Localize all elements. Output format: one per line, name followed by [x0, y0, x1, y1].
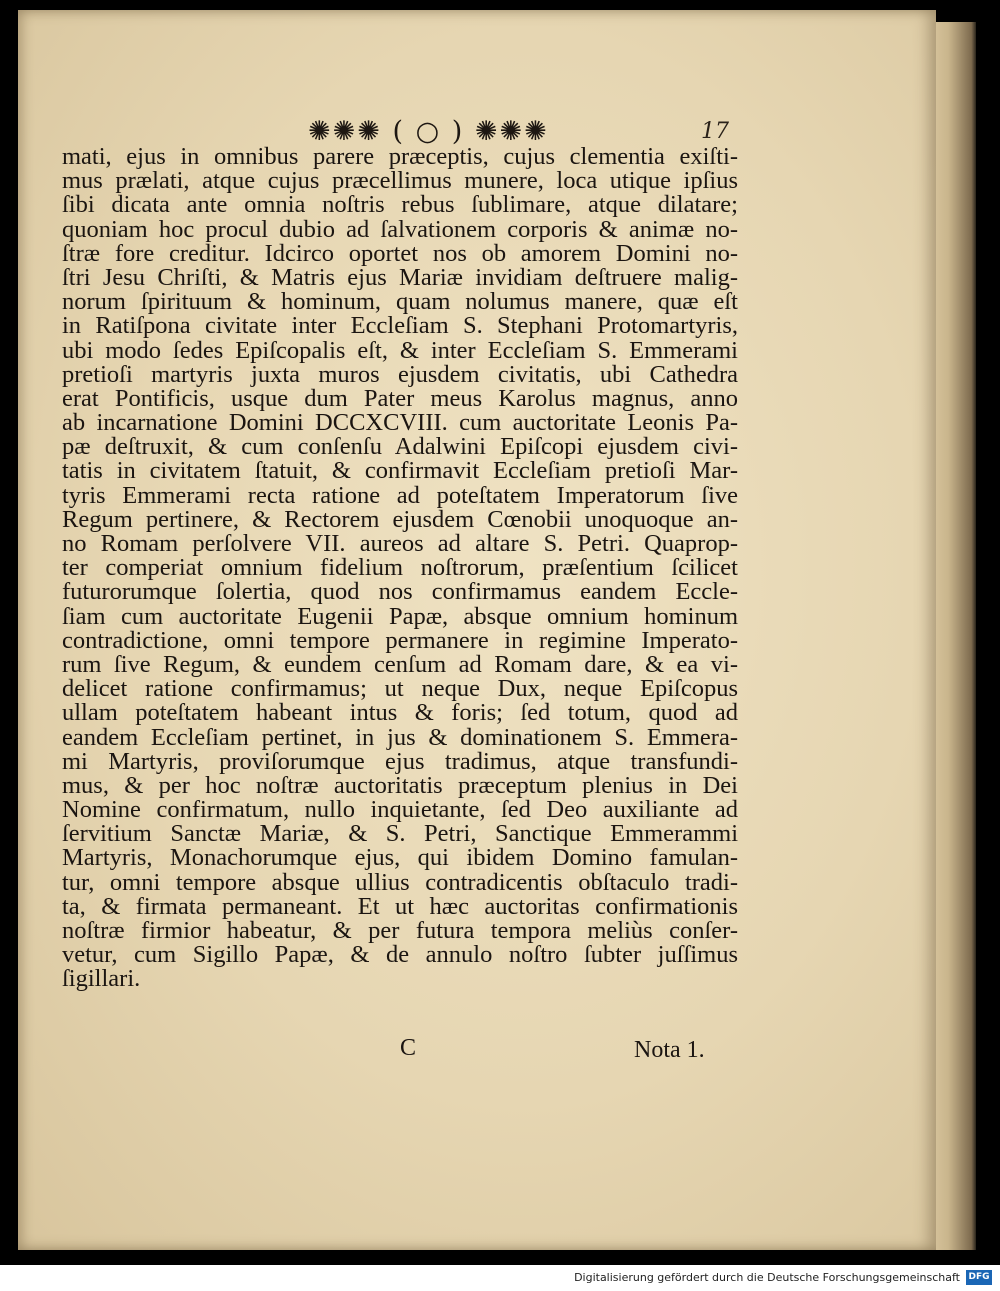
body-text	[62, 145, 738, 992]
text-line: ſtri Jesu Chriſti, & Matris ejus Mariæ invidiam deſtruere malig-	[62, 263, 738, 291]
text-line: ſtræ fore creditur. Idcirco oportet nos ob amorem Domini no-	[62, 239, 738, 267]
header-ornament: ✺✺✺ ( ○ ) ✺✺✺	[308, 116, 549, 147]
text-line: quoniam hoc procul dubio ad ſalvationem corporis & animæ no-	[62, 215, 738, 243]
text-line: norum ſpirituum & hominum, quam nolumus manere, quæ eſt	[62, 288, 738, 316]
text-line: eandem Eccleſiam pertinet, in jus & dominationem S. Emmera-	[62, 723, 738, 751]
text-line: futurorumque ſolertia, quod nos confirmamus eandem Eccle-	[62, 578, 738, 606]
text-line: mus prælati, atque cujus præcellimus munere, loca utique ipſius	[62, 167, 738, 195]
text-line: pæ deſtruxit, & cum conſenſu Adalwini Epiſcopi ejusdem civi-	[62, 433, 738, 461]
text-line: tyris Emmerami recta ratione ad poteſtatem Imperatorum ſive	[62, 481, 738, 509]
text-line: ſervitium Sanctæ Mariæ, & S. Petri, Sanctique Emmerammi	[62, 820, 738, 848]
text-line: in Ratiſpona civitate inter Eccleſiam S. Stephani Protomartyris,	[62, 312, 738, 340]
text-line: tur, omni tempore absque ullius contradicentis obſtaculo tradi-	[62, 868, 738, 896]
text-line: erat Pontificis, usque dum Pater meus Karolus magnus, anno	[62, 384, 738, 412]
catchword: Nota 1.	[634, 1037, 705, 1063]
text-line: Martyris, Monachorumque ejus, qui ibidem Domino famulan-	[62, 844, 738, 872]
text-line: delicet ratione confirmamus; ut neque Dux, neque Epiſcopus	[62, 675, 738, 703]
text-line: vetur, cum Sigillo Papæ, & de annulo noſtro ſubter juſſimus	[62, 941, 738, 969]
page-edge	[930, 22, 976, 1250]
text-line: tatis in civitatem ſtatuit, & confirmavit Eccleſiam pretioſi Mar-	[62, 457, 738, 485]
dfg-logo-icon: DFG	[966, 1270, 992, 1285]
text-line: mi Martyris, proviſorumque ejus tradimus, atque transfundi-	[62, 747, 738, 775]
text-line: ſibi dicata ante omnia noſtris rebus ſublimare, atque dilatare;	[62, 191, 738, 219]
text-line: ſiam cum auctoritate Eugenii Papæ, absque omnium hominum	[62, 602, 738, 630]
book-page	[18, 10, 936, 1250]
text-line: Nomine confirmatum, nullo inquietante, ſed Deo auxiliante ad	[62, 796, 738, 824]
text-line: ter comperiat omnium fidelium noſtrorum, præſentium ſcilicet	[62, 554, 738, 582]
page-footer	[18, 1035, 936, 1071]
signature-mark: C	[400, 1035, 417, 1061]
text-line: ab incarnatione Domini DCCXCVIII. cum auctoritate Leonis Pa-	[62, 409, 738, 437]
text-line: pretioſi martyris juxta muros ejusdem civitatis, ubi Cathedra	[62, 360, 738, 388]
text-line: no Romam perſolvere VII. aureos ad altare S. Petri. Quaprop-	[62, 530, 738, 557]
text-line: contradictione, omni tempore permanere in regimine Imperato-	[62, 626, 738, 654]
text-line: ſigillari.	[62, 965, 141, 993]
text-line: ta, & firmata permaneant. Et ut hæc auctoritas confirmationis	[62, 892, 738, 920]
page-number: 17	[701, 119, 729, 144]
text-line: mus, & per hoc noſtræ auctoritatis præceptum plenius in Dei	[62, 771, 738, 799]
text-line: mati, ejus in omnibus parere præceptis, cujus clementia exiſti-	[62, 143, 738, 170]
credit-text: Digitalisierung gefördert durch die Deutsche Forschungsgemeinschaft	[574, 1271, 960, 1284]
text-line: ullam poteſtatem habeant intus & foris; ſed totum, quod ad	[62, 699, 738, 727]
credit-bar	[0, 1265, 1000, 1291]
text-line: noſtræ firmior habeatur, & per futura tempora meliùs conſer-	[62, 917, 738, 944]
text-line: rum ſive Regum, & eundem cenſum ad Romam dare, & ea vi-	[62, 650, 738, 678]
text-line: Regum pertinere, & Rectorem ejusdem Cœnobii unoquoque an-	[62, 505, 738, 533]
text-line: ubi modo ſedes Epiſcopalis eſt, & inter Eccleſiam S. Emmerami	[62, 336, 738, 364]
